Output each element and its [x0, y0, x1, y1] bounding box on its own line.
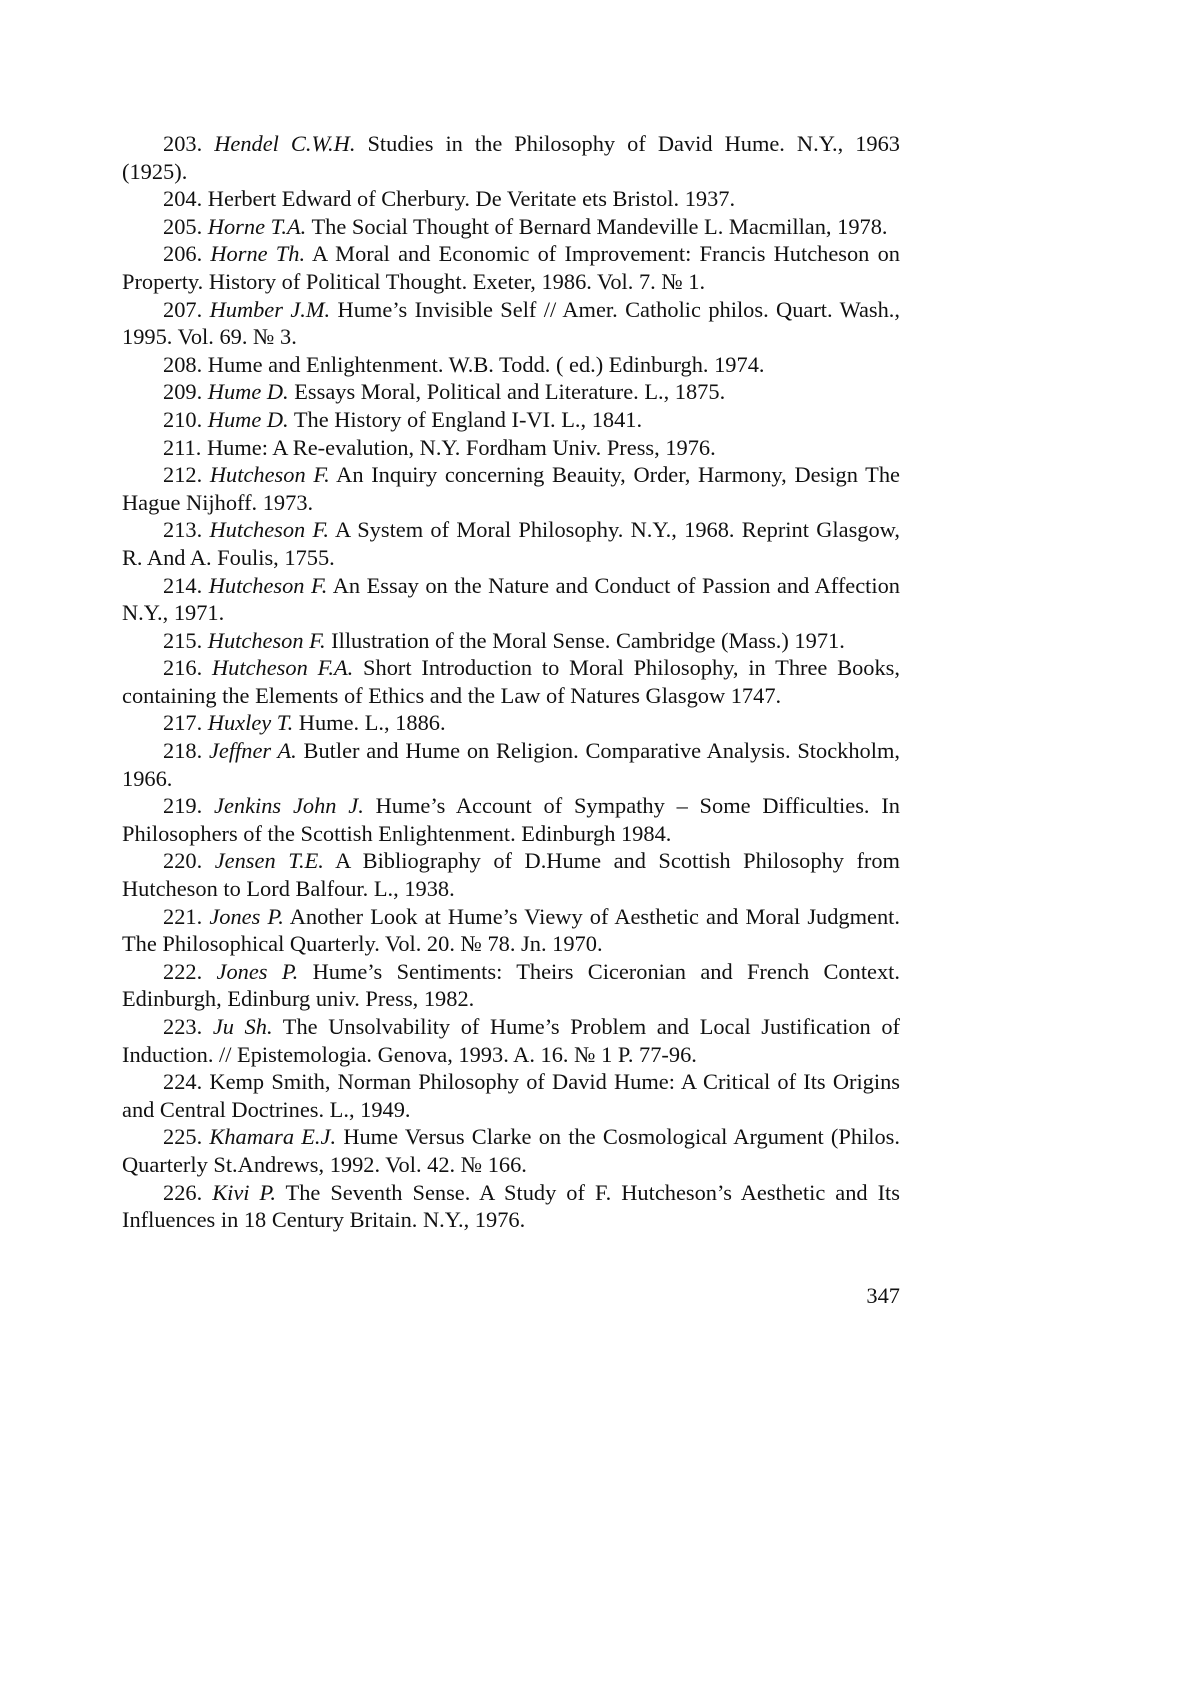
entry-author: Jensen T.E. [214, 848, 324, 874]
entry-number: 209. [163, 379, 203, 405]
entry-author: Hutcheson F. [209, 462, 330, 488]
entry-number: 215. [163, 627, 203, 653]
bibliography-entry [122, 516, 900, 571]
entry-text: The Social Thought of Bernard Mandeville L. Macmillan, 1978. [311, 213, 888, 239]
entry-text: Short Introduction to Moral Philosophy, in Three Books, containing the Elements of Ethics and the Law of Natures Glasgow 1747. [122, 655, 900, 708]
entry-text: Hume. L., 1886. [298, 710, 446, 736]
bibliography-entry [122, 1013, 900, 1068]
entry-text: Illustration of the Moral Sense. Cambridge (Mass.) 1971. [331, 627, 845, 653]
bibliography-entry [122, 572, 900, 627]
bibliography-entry [122, 1123, 900, 1178]
entry-text: Herbert Edward of Cherbury. De Veritate ets Bristol. 1937. [207, 186, 736, 212]
entry-text: Another Look at Hume’s Viewy of Aesthetic and Moral Judgment. The Philosophical Quarterly. Vol. 20. № 78. Jn. 1970. [122, 903, 900, 957]
bibliography-entry [122, 434, 900, 462]
entry-text: An Essay on the Nature and Conduct of Passion and Affection N.Y., 1971. [122, 572, 900, 626]
entry-text: The Unsolvability of Hume’s Problem and Local Justification of Induction. // Epistemologia. Genova, 1993. A. 16. № 1 P. 77-96. [122, 1014, 900, 1067]
entry-number: 207. [163, 296, 203, 322]
entry-number: 208. [163, 351, 203, 377]
entry-text: Hume’s Account of Sympathy – Some Difficulties. In Philosophers of the Scottish Enlightenment. Edinburgh 1984. [122, 793, 900, 846]
entry-text: A System of Moral Philosophy. N.Y., 1968. Reprint Glasgow, R. And A. Foulis, 1755. [122, 517, 900, 570]
bibliography-entry [122, 737, 900, 792]
bibliography-entry [122, 1179, 900, 1234]
entry-text: The Seventh Sense. A Study of F. Hutcheson’s Aesthetic and Its Influences in 18 Century Britain. N.Y., 1976. [122, 1179, 900, 1233]
entry-text: A Moral and Economic of Improvement: Francis Hutcheson on Property. History of Political Thought. Exeter, 1986. Vol. 7. № 1. [122, 241, 900, 294]
entry-number: 203. [163, 131, 203, 156]
bibliography-entry [122, 351, 900, 379]
bibliography-entry [122, 709, 900, 737]
bibliography-entry [122, 130, 900, 185]
entry-author: Huxley T. [207, 710, 294, 736]
entry-author: Hume D. [207, 379, 289, 405]
entry-number: 224. [163, 1069, 203, 1095]
entry-author: Hume D. [207, 406, 289, 432]
page-number: 347 [866, 1283, 900, 1308]
entry-number: 223. [163, 1014, 203, 1039]
entry-author: Hutcheson F. [207, 627, 326, 653]
entry-number: 206. [163, 241, 203, 267]
entry-author: Jones P. [216, 958, 299, 984]
entry-text: Hume and Enlightenment. W.B. Todd. ( ed.) Edinburgh. 1974. [207, 351, 765, 377]
entry-text: Studies in the Philosophy of David Hume. N.Y., 1963 (1925). [122, 131, 901, 184]
entry-text: The History of England I-VI. L., 1841. [293, 406, 643, 432]
bibliography-entry [122, 903, 900, 958]
entry-text: Essays Moral, Political and Literature. L., 1875. [294, 379, 726, 405]
bibliography-entry [122, 296, 900, 351]
entry-number: 220. [163, 848, 203, 874]
entry-author: Jenkins John J. [214, 793, 364, 819]
entry-text: A Bibliography of D.Hume and Scottish Philosophy from Hutcheson to Lord Balfour. L., 1938. [122, 848, 900, 902]
bibliography-entry [122, 185, 900, 213]
bibliography-entry [122, 378, 900, 406]
entry-author: Humber J.M. [209, 296, 331, 322]
entry-number: 216. [163, 655, 203, 681]
entry-author: Jones P. [209, 903, 284, 929]
entry-author: Jeffner A. [208, 738, 297, 764]
bibliography-entry [122, 1068, 900, 1123]
entry-number: 218. [163, 738, 203, 764]
bibliography-entry [122, 406, 900, 434]
entry-text: Hume’s Sentiments: Theirs Ciceronian and French Context. Edinburgh, Edinburg univ. Press, 1982. [122, 958, 900, 1012]
bibliography-entry [122, 792, 900, 847]
bibliography-entry [122, 213, 900, 241]
entry-author: Horne T.A. [207, 213, 307, 239]
bibliography-entry [122, 958, 900, 1013]
entry-author: Khamara E.J. [209, 1124, 337, 1150]
entry-author: Hutcheson F. [208, 572, 328, 598]
entry-author: Horne Th. [210, 241, 306, 267]
entry-number: 214. [163, 572, 203, 598]
entry-number: 205. [163, 213, 203, 239]
entry-number: 210. [163, 406, 203, 432]
entry-text: Hume: A Re-evalution, N.Y. Fordham Univ. Press, 1976. [206, 434, 716, 460]
bibliography-entry [122, 240, 900, 295]
entry-number: 204. [163, 186, 203, 212]
entry-number: 211. [163, 434, 202, 460]
entry-number: 226. [163, 1179, 203, 1205]
entry-author: Hutcheson F.A. [212, 655, 354, 681]
entry-text: Hume’s Invisible Self // Amer. Catholic philos. Quart. Wash., 1995. Vol. 69. № 3. [122, 296, 900, 350]
entry-text: Hume Versus Clarke on the Cosmological Argument (Philos. Quarterly St.Andrews, 1992. Vol. 42. № 166. [122, 1124, 900, 1177]
entry-number: 213. [163, 517, 203, 543]
entry-number: 219. [163, 793, 203, 819]
entry-text: Butler and Hume on Religion. Comparative Analysis. Stockholm, 1966. [122, 738, 900, 791]
entry-number: 222. [163, 958, 203, 984]
entry-number: 217. [163, 710, 203, 736]
entry-number: 221. [163, 903, 203, 929]
entry-text: Kemp Smith, Norman Philosophy of David Hume: A Critical of Its Origins and Central Doctrines. L., 1949. [122, 1069, 901, 1122]
entry-author: Ju Sh. [212, 1014, 273, 1039]
entry-author: Hendel C.W.H. [214, 131, 356, 156]
bibliography-entry [122, 461, 900, 516]
entry-author: Kivi P. [212, 1179, 276, 1205]
bibliography-entry [122, 847, 900, 902]
entry-author: Hutcheson F. [209, 517, 329, 543]
entry-number: 212. [163, 462, 203, 488]
entry-number: 225. [163, 1124, 203, 1150]
bibliography-entry [122, 627, 900, 655]
bibliography-list [122, 130, 900, 1234]
bibliography-entry [122, 654, 900, 709]
entry-text: An Inquiry concerning Beauity, Order, Harmony, Design The Hague Nijhoff. 1973. [122, 462, 900, 515]
